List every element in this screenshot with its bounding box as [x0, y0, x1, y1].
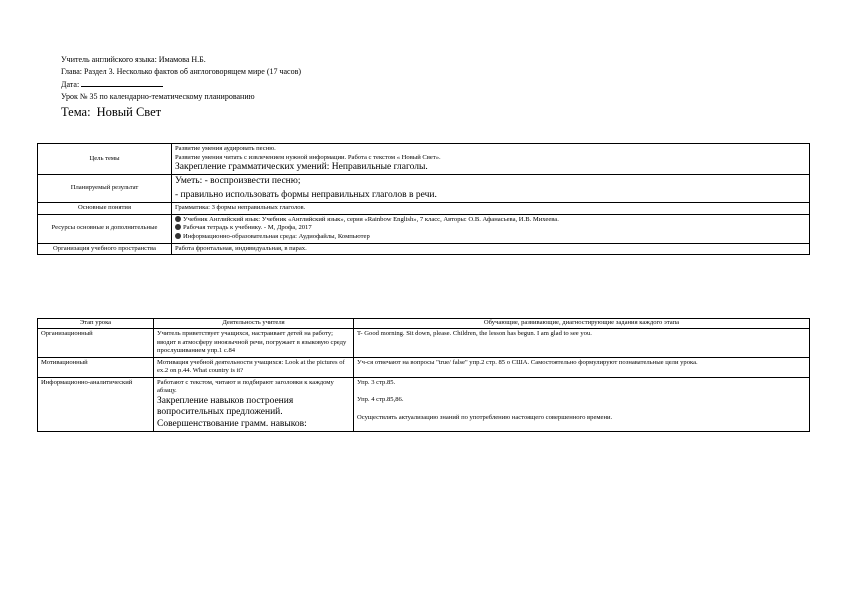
task-line: Осуществлять актуализацию знаний по употреблению настоящего совершенного времени.	[357, 413, 613, 421]
task-line: Упр. 3 стр.85.	[357, 378, 396, 386]
task-line: Упр. 4 стр.85,86.	[357, 396, 404, 403]
concepts-row	[38, 203, 810, 215]
teacher-activity: Учитель приветствует учащихся, настраивает детей на работу; вводит в атмосферу иноязычной речи, погружает в языковую среду прослушиванием упр.1 с.84	[154, 329, 354, 358]
stage-tasks: Уч-ся отвечают на вопросы "true/ false" упр.2 стр. 85 о США. Самостоятельно формулируют познавательные цели урока.	[354, 357, 810, 377]
space-row	[38, 243, 810, 255]
column-header: Деятельность учителя	[154, 319, 354, 329]
concepts-label: Основные понятия	[38, 203, 172, 215]
date-label: Дата:	[61, 80, 80, 89]
bullet-icon	[175, 233, 181, 239]
stage-tasks: T- Good morning. Sit down, please. Children, the lesson has begun. I am glad to see you.	[354, 329, 810, 358]
teacher-line: Учитель английского языка: Имамова Н.Б.	[61, 55, 206, 64]
stage-name: Организационный	[38, 329, 154, 358]
goal-line: Развитие умения аудировать песню.	[175, 145, 276, 152]
stages-header-row	[38, 319, 810, 329]
bullet-icon	[175, 216, 181, 222]
teacher-activity-text: Закрепление навыков построения вопросительных предложений.	[157, 395, 294, 417]
resources-cell	[172, 214, 810, 243]
stage-row-informational	[38, 377, 810, 432]
goal-label: Цель темы	[38, 144, 172, 175]
resources-label: Ресурсы основные и дополнительные	[38, 214, 172, 243]
resources-row	[38, 214, 810, 243]
teacher-activity: Мотивация учебной деятельности учащихся: Look at the pictures of ex.2 on p.44. What country is it?	[154, 357, 354, 377]
stage-name: Мотивационный	[38, 357, 154, 377]
goal-row	[38, 144, 810, 175]
date-line	[61, 79, 163, 90]
bullet-icon	[175, 224, 181, 230]
stage-tasks	[354, 377, 810, 432]
space-value: Работа фронтальная, индивидуальная, в парах.	[172, 243, 810, 255]
teacher-activity	[154, 377, 354, 432]
concepts-value: Грамматика: 3 формы неправильных глаголов.	[172, 203, 810, 215]
result-line: - правильно использовать формы неправильных глаголов в речи.	[175, 189, 437, 200]
space-label: Организация учебного пространства	[38, 243, 172, 255]
goal-line: Закрепление грамматических умений: Неправильные глаголы.	[175, 162, 428, 173]
goal-line: Развитие умения читать с извлечением нужной информации. Работа с текстом « Новый Свет».	[175, 153, 441, 161]
topic-value: Новый Свет	[96, 105, 162, 119]
stage-name: Информационно-аналитический	[38, 377, 154, 432]
resource-item: Информационно-образовательная среда: Аудиофайлы, Компьютер	[175, 233, 806, 242]
stage-row-motivational	[38, 357, 810, 377]
teacher-activity-text: Совершенствование грамм. навыков:	[157, 418, 307, 429]
result-row	[38, 175, 810, 203]
plan-table	[37, 143, 810, 255]
teacher-activity-text: Работают с текстом, читают и подбирают заголовки к каждому абзацу.	[157, 378, 334, 394]
lesson-line: Урок № 35 по календарно-тематическому планированию	[61, 92, 255, 101]
date-blank	[81, 79, 163, 87]
column-header: Обучающие, развивающие, диагностирующие задания каждого этапа	[354, 319, 810, 329]
resource-item: Рабочая тетрадь к учебнику. - М, Дрофа, 2017	[175, 224, 806, 233]
stages-table	[37, 318, 810, 432]
result-label: Планируемый результат	[38, 175, 172, 203]
result-cell	[172, 175, 810, 203]
topic-label: Тема:	[61, 105, 91, 119]
topic-line	[61, 105, 161, 119]
goal-cell	[172, 144, 810, 175]
chapter-line: Глава: Раздел 3. Несколько фактов об англоговорящем мире (17 часов)	[61, 67, 302, 76]
column-header: Этап урока	[38, 319, 154, 329]
stage-row-organizational	[38, 329, 810, 358]
result-line: Уметь: - воспроизвести песню;	[175, 176, 301, 187]
resource-item: Учебник Английский язык: Учебник «Английский язык», серия «Rainbow English», 7 класс, Авторы: О.В. Афанасьева, И.В. Михеева.	[175, 216, 806, 225]
